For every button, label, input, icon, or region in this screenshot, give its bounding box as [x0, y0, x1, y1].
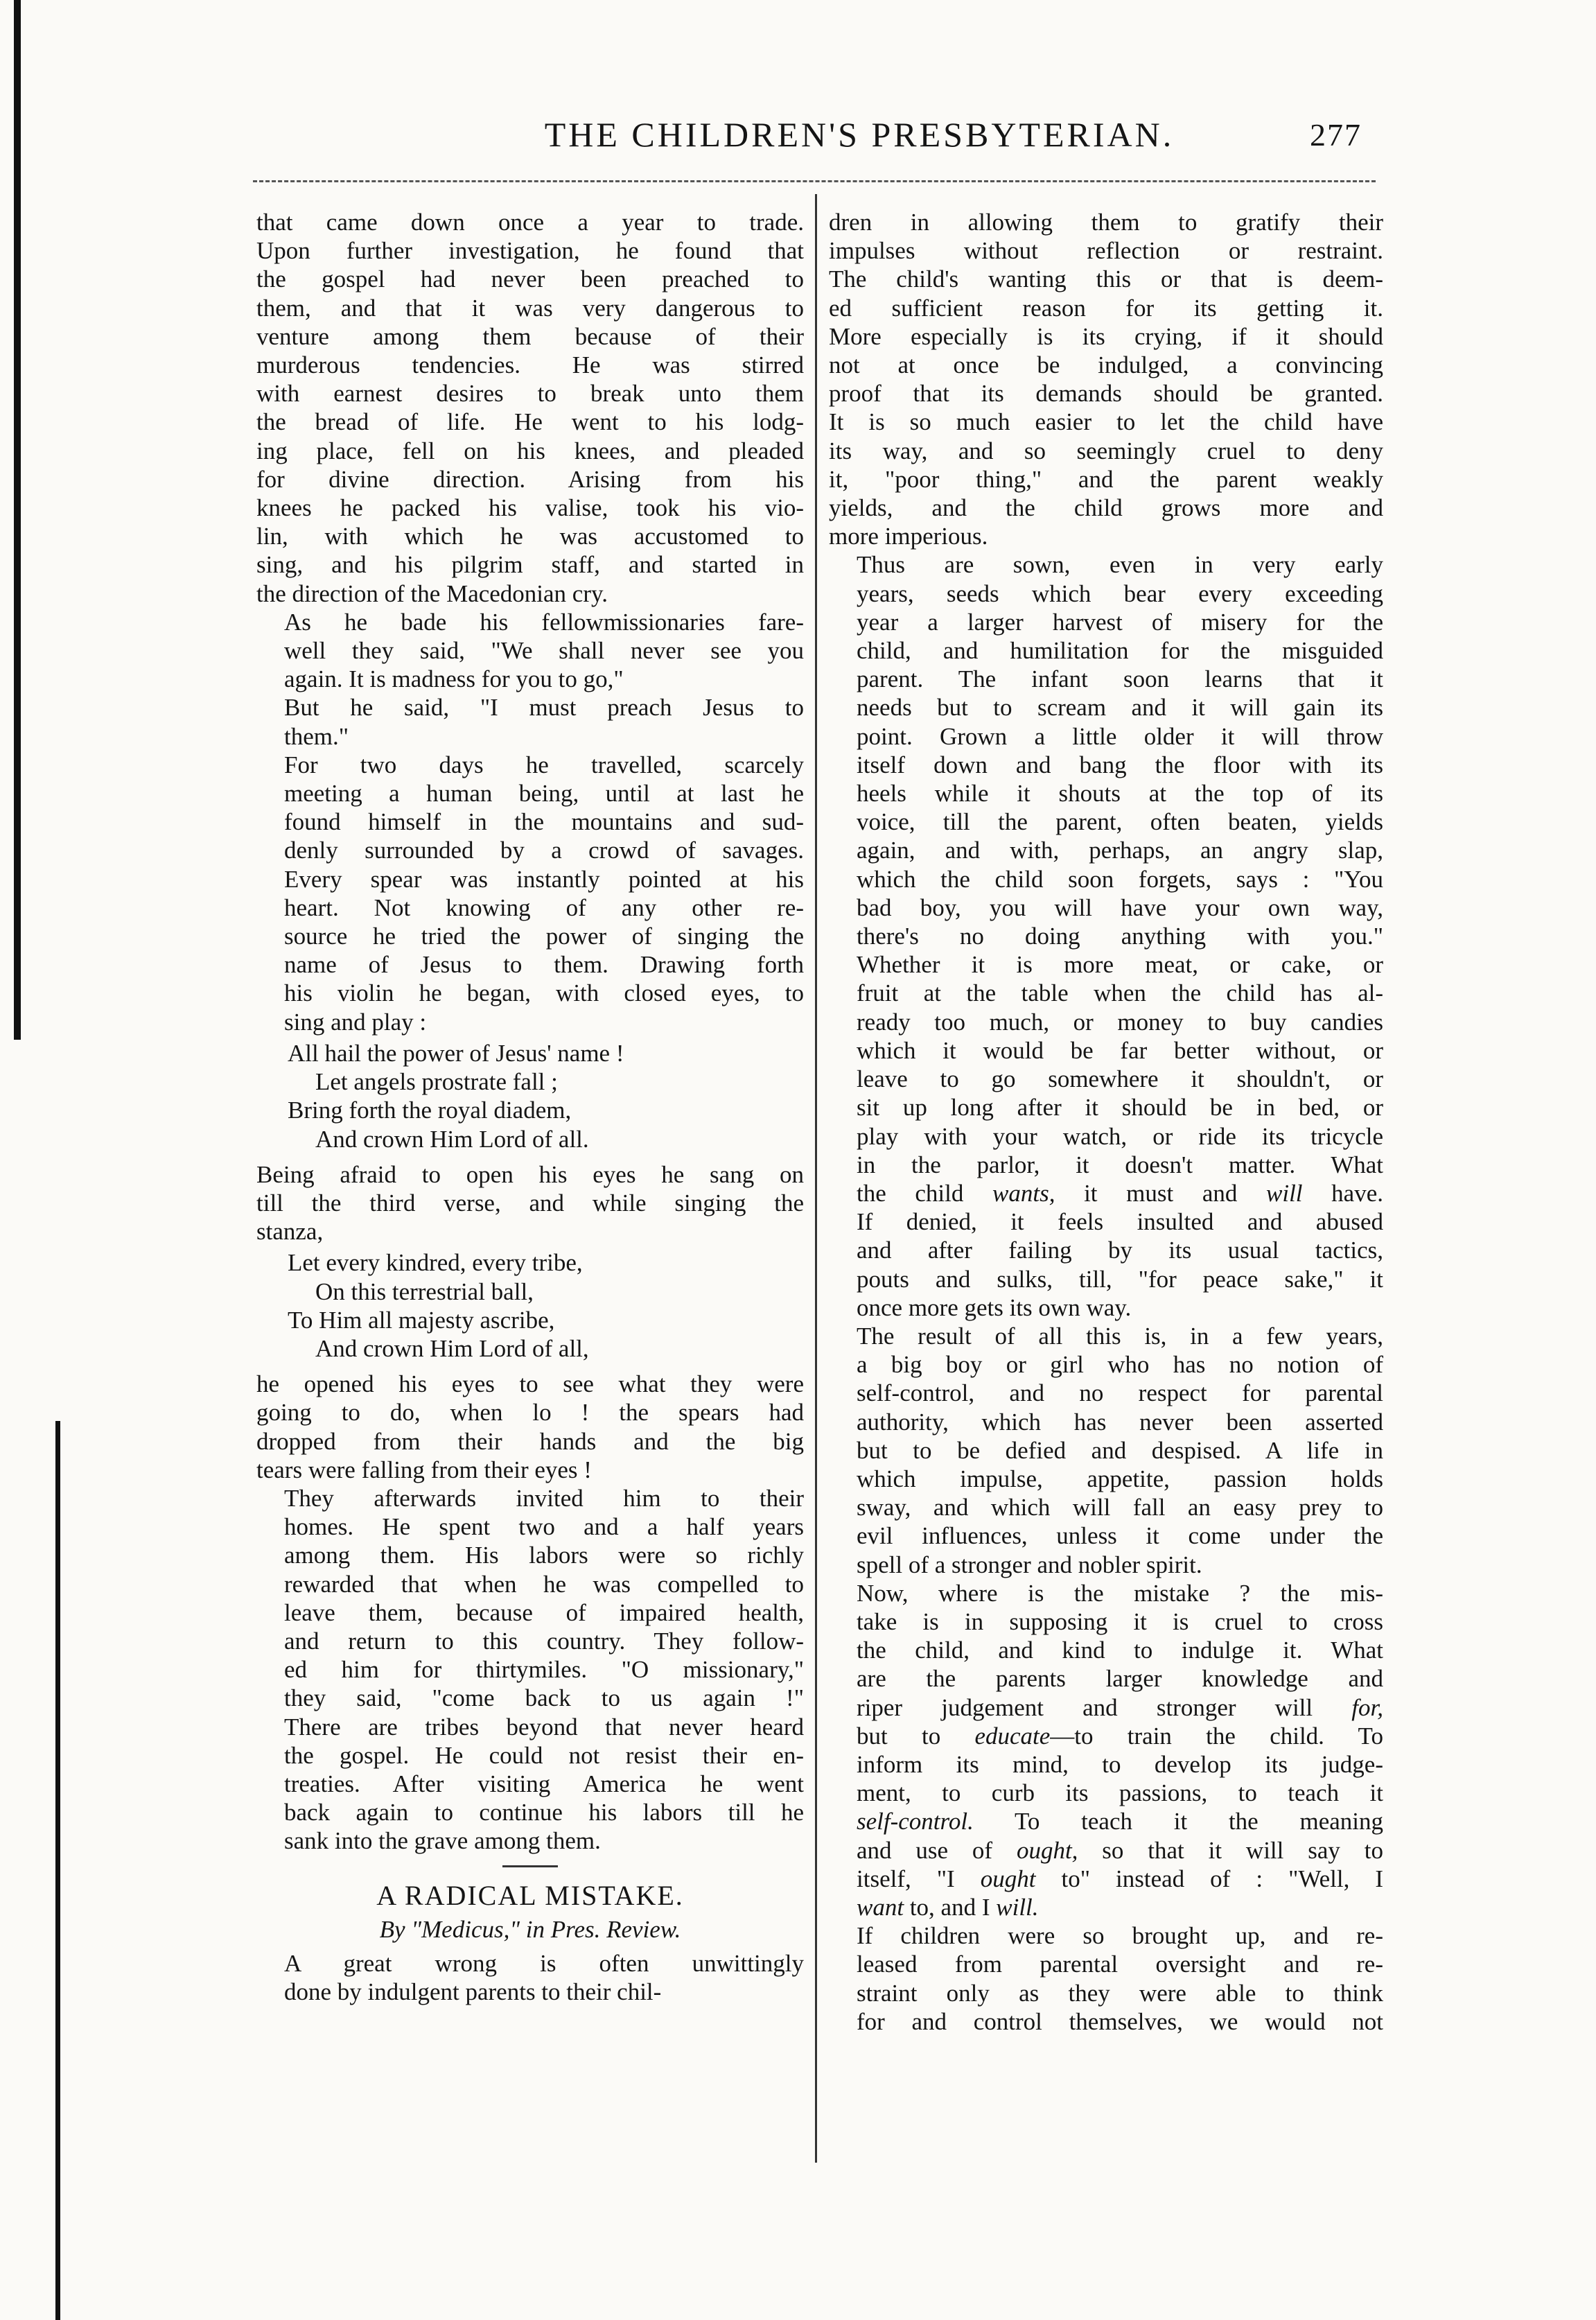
text-line — [829, 1865, 1383, 1893]
text-line: back again to continue his labors till he — [284, 1799, 804, 1826]
text-line: a big boy or girl who has no notion of — [857, 1351, 1383, 1379]
text-line: in the parlor, it doesn't matter. What — [857, 1151, 1383, 1178]
paragraph — [256, 751, 804, 1036]
italic-run: ought — [980, 1865, 1036, 1892]
text-run: —to train the child. To — [1050, 1722, 1383, 1750]
text-line: More especially is its crying, if it should — [829, 322, 1383, 350]
text-line — [829, 1179, 1383, 1207]
text-line: that came down once a year to trade. — [256, 209, 804, 236]
text-line: itself down and bang the floor with its — [857, 751, 1383, 778]
paragraph — [829, 1921, 1383, 2036]
byline-by: By — [379, 1915, 405, 1943]
paragraph-part — [829, 550, 1383, 1178]
paragraph — [829, 550, 1383, 1321]
verse-line: To Him all majesty ascribe, — [288, 1306, 555, 1334]
text-line: year a larger harvest of misery for the — [857, 608, 1383, 636]
verse-line: On this terrestrial ball, — [315, 1277, 534, 1305]
text-line: It is so much easier to let the child have — [829, 408, 1383, 436]
text-line: spell of a stronger and nobler spirit. — [857, 1551, 1202, 1578]
italic-run: want — [857, 1893, 904, 1921]
verse-line: And crown Him Lord of all, — [315, 1334, 589, 1362]
text-line: again. It is madness for you to go," — [284, 665, 624, 693]
text-line: its way, and so seemingly cruel to deny — [829, 437, 1383, 464]
text-line: Thus are sown, even in very early — [857, 551, 1383, 579]
text-line: sing, and his pilgrim staff, and started in — [256, 551, 804, 579]
text-line: A great wrong is often unwittingly — [284, 1949, 804, 1977]
text-line — [829, 1836, 1383, 1865]
text-line: There are tribes beyond that never heard — [284, 1713, 804, 1741]
text-line: it, "poor thing," and the parent weakly — [829, 465, 1383, 493]
text-line: for and control themselves, we would not — [857, 2007, 1383, 2035]
section-divider — [502, 1865, 558, 1867]
paragraph — [829, 208, 1383, 550]
text-line: and return to this country. They follow- — [284, 1627, 804, 1655]
binding-edge-lower — [55, 1421, 60, 2320]
text-line: his violin he began, with closed eyes, to — [284, 979, 804, 1007]
verse-line: All hail the power of Jesus' name ! — [288, 1039, 624, 1067]
paragraph — [829, 1579, 1383, 1921]
header-rule — [253, 180, 1376, 182]
text-line: rewarded that when he was compelled to — [284, 1570, 804, 1598]
verse-line: Let every kindred, every tribe, — [288, 1249, 583, 1277]
text-line: ed sufficient reason for its getting it. — [829, 294, 1383, 322]
left-column — [256, 208, 804, 2006]
text-line: bad boy, you will have your own way, — [857, 893, 1383, 921]
text-line: Being afraid to open his eyes he sang on — [256, 1160, 804, 1188]
italic-run: wants, — [992, 1179, 1055, 1207]
paragraph — [256, 1949, 804, 2006]
text-line: impulses without reflection or restraint. — [829, 237, 1383, 265]
text-line: sank into the grave among them. — [284, 1827, 601, 1855]
text-line: them." — [284, 722, 349, 750]
text-line: Now, where is the mistake ? the mis- — [857, 1579, 1383, 1607]
text-line: The result of all this is, in a few years, — [857, 1322, 1383, 1350]
text-line: the bread of life. He went to his lodg- — [256, 408, 804, 436]
text-line: the direction of the Macedonian cry. — [256, 579, 608, 607]
text-line: take is in supposing it is cruel to cross — [857, 1607, 1383, 1635]
text-line: again, and with, perhaps, an angry slap, — [857, 837, 1383, 864]
text-line: parent. The infant soon learns that it — [857, 665, 1383, 693]
byline-source: "Medicus," in Pres. Review. — [411, 1915, 681, 1943]
italic-run: self-control. — [857, 1808, 974, 1835]
text-line: found himself in the mountains and sud- — [284, 808, 804, 836]
text-line: proof that its demands should be granted. — [829, 380, 1383, 408]
text-line: the child, and kind to indulge it. What — [857, 1637, 1383, 1664]
text-line: them, and that it was very dangerous to — [256, 294, 804, 322]
paragraph-part — [829, 1579, 1383, 1693]
text-line: dren in allowing them to gratify their — [829, 209, 1383, 236]
text-line: ed him for thirtymiles. "O missionary," — [284, 1656, 804, 1684]
text-line: sway, and which will fall an easy prey to — [857, 1494, 1383, 1521]
text-run: riper judgement and stronger will — [857, 1693, 1352, 1721]
paragraph — [256, 693, 804, 750]
text-line — [829, 1807, 1383, 1835]
paragraph — [829, 1322, 1383, 1579]
text-line: till the third verse, and while singing the — [256, 1189, 804, 1216]
paragraph-part — [829, 1207, 1383, 1322]
text-run: but to — [857, 1722, 975, 1750]
text-line: needs but to scream and it will gain its — [857, 694, 1383, 722]
text-line: straint only as they were able to think — [857, 1979, 1383, 2007]
text-line: which it would be far better without, or — [857, 1036, 1383, 1064]
text-run: To teach it the meaning — [973, 1808, 1383, 1835]
text-line: venture among them because of their — [256, 322, 804, 350]
text-line: yields, and the child grows more and — [829, 494, 1383, 522]
text-line: leased from parental oversight and re- — [857, 1951, 1383, 1978]
text-line: once more gets its own way. — [857, 1293, 1132, 1321]
text-run: to, and I — [904, 1893, 997, 1921]
text-line: If denied, it feels insulted and abused — [857, 1208, 1383, 1236]
text-line: The child's wanting this or that is deem- — [829, 265, 1383, 293]
text-line: they said, "come back to us again !" — [284, 1684, 804, 1712]
text-line: ing place, fell on his knees, and pleaded — [256, 437, 804, 464]
text-line: Upon further investigation, he found that — [256, 237, 804, 265]
text-line: For two days he travelled, scarcely — [284, 751, 804, 778]
text-line: ment, to curb its passions, to teach it — [857, 1779, 1383, 1807]
text-line: heart. Not knowing of any other re- — [284, 893, 804, 921]
paragraph — [256, 208, 804, 608]
right-column — [829, 208, 1383, 2036]
text-line: ready too much, or money to buy candies — [857, 1008, 1383, 1036]
text-line: well they said, "We shall never see you — [284, 637, 804, 665]
italic-run: for, — [1351, 1693, 1383, 1721]
text-line: are the parents larger knowledge and — [857, 1665, 1383, 1693]
paragraph — [256, 1370, 804, 1484]
text-line: the gospel. He could not resist their en- — [284, 1741, 804, 1769]
text-line: the gospel had never been preached to — [256, 265, 804, 293]
text-line: heels while it shouts at the top of its — [857, 780, 1383, 808]
text-line: years, seeds which bear every exceeding — [857, 579, 1383, 607]
text-run: and use of — [857, 1836, 1017, 1864]
verse-line: Bring forth the royal diadem, — [288, 1097, 572, 1124]
byline — [256, 1915, 804, 1944]
text-line: not at once be indulged, a convincing — [829, 351, 1383, 379]
text-line: he opened his eyes to see what they were — [256, 1370, 804, 1398]
text-line: source he tried the power of singing the — [284, 923, 804, 950]
italic-run: will. — [996, 1893, 1039, 1921]
text-line: point. Grown a little older it will throw — [857, 722, 1383, 750]
verse-line: And crown Him Lord of all. — [315, 1125, 589, 1153]
text-line: Every spear was instantly pointed at his — [284, 865, 804, 893]
text-line: treaties. After visiting America he went — [284, 1770, 804, 1797]
text-line: dropped from their hands and the big — [256, 1427, 804, 1455]
text-line: there's no doing anything with you." — [857, 923, 1383, 950]
paragraph — [256, 1484, 804, 1856]
italic-run: ought, — [1016, 1836, 1078, 1864]
italic-run: educate — [974, 1722, 1051, 1750]
text-line: for divine direction. Arising from his — [256, 465, 804, 493]
binding-edge-upper — [14, 0, 21, 1040]
text-line: play with your watch, or ride its tricycle — [857, 1122, 1383, 1150]
paragraph — [256, 1160, 804, 1246]
text-line: which impulse, appetite, passion holds — [857, 1465, 1383, 1492]
text-line: They afterwards invited him to their — [284, 1484, 804, 1512]
text-line: voice, till the parent, often beaten, yields — [857, 808, 1383, 836]
text-line: among them. His labors were so richly — [284, 1542, 804, 1569]
text-line: evil influences, unless it come under the — [857, 1522, 1383, 1550]
hymn-verse-2 — [256, 1248, 804, 1363]
text-line: more imperious. — [829, 523, 988, 550]
article-title: A RADICAL MISTAKE. — [376, 1879, 684, 1911]
paragraph-part — [829, 1750, 1383, 1807]
text-line: sing and play : — [284, 1008, 427, 1036]
hymn-verse-1 — [256, 1039, 804, 1153]
text-line: leave them, because of impaired health, — [284, 1598, 804, 1626]
text-run: so that it will say to — [1078, 1836, 1383, 1864]
italic-run: will — [1266, 1179, 1303, 1207]
text-line: self-control, and no respect for parental — [857, 1379, 1383, 1407]
text-line: knees he packed his valise, took his vio- — [256, 494, 804, 522]
paragraph — [256, 608, 804, 694]
page-number: 277 — [1310, 117, 1362, 152]
text-line — [829, 1693, 1383, 1722]
text-run: itself, "I — [857, 1865, 981, 1892]
text-line: with earnest desires to break unto them — [256, 380, 804, 408]
text-line: and after failing by its usual tactics, — [857, 1237, 1383, 1264]
column-divider — [815, 194, 817, 2163]
text-line: murderous tendencies. He was stirred — [256, 351, 804, 379]
text-line: homes. He spent two and a half years — [284, 1513, 804, 1541]
text-line: fruit at the table when the child has al- — [857, 979, 1383, 1007]
text-line: meeting a human being, until at last he — [284, 780, 804, 808]
text-line: denly surrounded by a crowd of savages. — [284, 837, 804, 864]
text-line: leave to go somewhere it shouldn't, or — [857, 1065, 1383, 1093]
text-line: which the child soon forgets, says : "You — [857, 865, 1383, 893]
text-line: going to do, when lo ! the spears had — [256, 1399, 804, 1427]
text-run: have. — [1302, 1179, 1383, 1207]
verse-line: Let angels prostrate fall ; — [315, 1068, 558, 1096]
text-line: inform its mind, to develop its judge- — [857, 1750, 1383, 1778]
text-line — [829, 1893, 1383, 1921]
text-line: authority, which has never been asserted — [857, 1408, 1383, 1436]
text-line: tears were falling from their eyes ! — [256, 1456, 592, 1483]
text-line: stanza, — [256, 1218, 324, 1246]
text-run: the child — [857, 1179, 992, 1207]
text-line — [829, 1722, 1383, 1750]
text-line: lin, with which he was accustomed to — [256, 523, 804, 550]
text-line: sit up long after it should be in bed, or — [857, 1094, 1383, 1122]
text-run: to" instead of : "Well, I — [1035, 1865, 1383, 1892]
text-line: But he said, "I must preach Jesus to — [284, 694, 804, 722]
text-run: it must and — [1055, 1179, 1267, 1207]
running-header-title: THE CHILDREN'S PRESBYTERIAN. — [544, 115, 1175, 154]
text-line: If children were so brought up, and re- — [857, 1922, 1383, 1950]
text-line: name of Jesus to them. Drawing forth — [284, 951, 804, 979]
text-line: Whether it is more meat, or cake, or — [857, 951, 1383, 979]
text-line: but to be defied and despised. A life in — [857, 1436, 1383, 1464]
text-line: done by indulgent parents to their chil- — [284, 1978, 662, 2006]
text-line: pouts and sulks, till, "for peace sake," it — [857, 1265, 1383, 1293]
text-line: child, and humilitation for the misguided — [857, 637, 1383, 665]
text-line: As he bade his fellowmissionaries fare- — [284, 608, 804, 636]
